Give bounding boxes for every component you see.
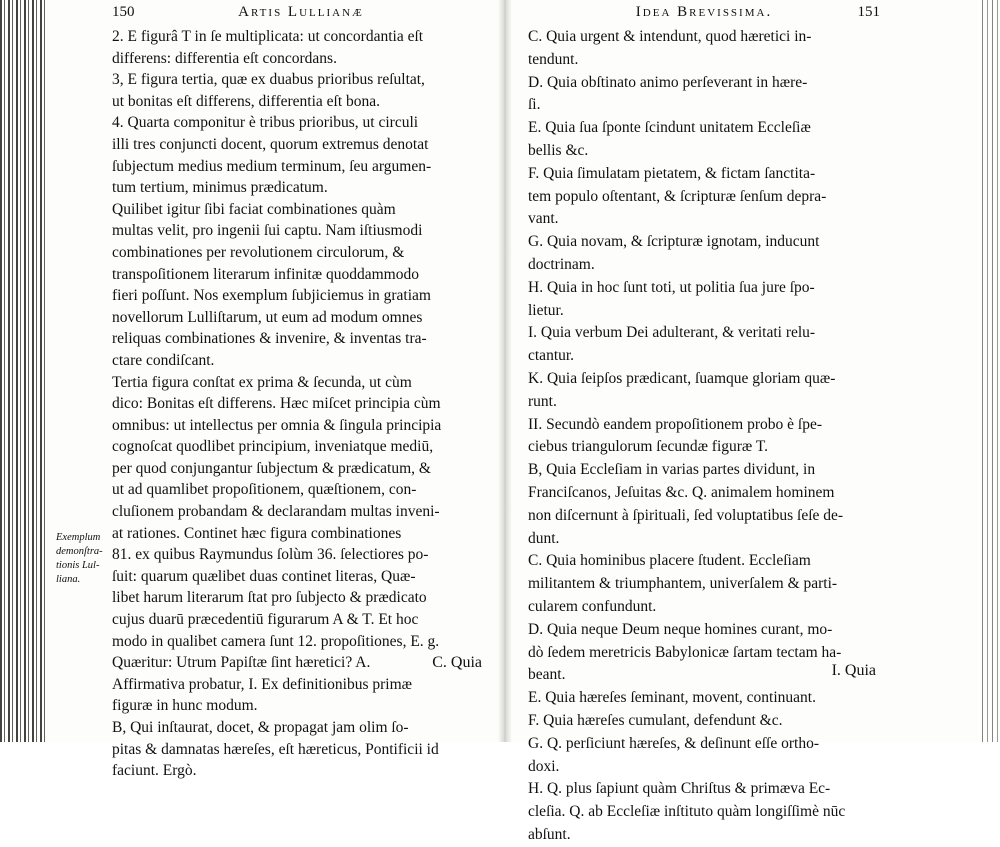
text-line: differens: differentia eſt concordans. (112, 49, 337, 67)
text-line: 2. E figurâ T in ſe multiplicata: ut concordantia eſt (112, 28, 424, 45)
running-head: Idea Brevissima. (635, 4, 773, 20)
text-line: 81. ex quibus Raymundus ſolùm 36. ſelectiores po- (112, 546, 429, 564)
text-line: vant. (528, 210, 559, 228)
text-line: combinationes per revolutionem circulorum, & (112, 243, 405, 261)
text-line: C. Quia hominibus placere ſtudent. Eccleſiam (528, 552, 811, 570)
text-line: ſi. (528, 96, 541, 114)
text-line: II. Secundò eandem propoſitionem probo è ſpe- (528, 415, 822, 433)
page-number: 150 (112, 4, 135, 20)
text-line: B, Quia Eccleſiam in varias partes dividunt, in (528, 461, 816, 479)
text-line: novellorum Lulliſtarum, ut eum ad modum omnes (112, 308, 423, 326)
text-line: K. Quia ſeipſos prædicant, ſuamque gloriam quæ- (528, 369, 836, 387)
text-line: C. Quia urgent & intendunt, quod hæretici in- (528, 28, 812, 45)
text-line: faciunt. Ergò. (112, 762, 197, 780)
text-line: G. Q. perſiciunt hæreſes, & deſinunt eſſe ortho- (528, 734, 819, 752)
text-line: transpoſitionem literarum infinitæ quoddammodo (112, 265, 419, 283)
catchword: I. Quia (831, 662, 876, 679)
margin-note-line: Exemplum (56, 532, 101, 543)
text-line: 4. Quarta componitur è tribus prioribus, ut circuli (112, 114, 419, 132)
text-line: H. Quia in hoc ſunt toti, ut politia ſua jure ſpo- (528, 278, 815, 296)
text-line: H. Q. plus ſapiunt quàm Chriſtus & primæva Ec- (528, 780, 831, 798)
text-line: ctantur. (528, 347, 575, 365)
margin-note-line: tionis Lul- (56, 560, 100, 571)
text-line: abſunt. (528, 825, 571, 843)
text-line: beant. (528, 666, 566, 684)
text-line: tum tertium, minimus prædicatum. (112, 179, 328, 197)
running-head: Artis Lullianæ (238, 4, 364, 20)
text-line: Affirmativa probatur, I. Ex definitionibus primæ (112, 675, 412, 693)
text-line: ciebus triangulorum ſecundæ figuræ T. (528, 438, 769, 456)
text-line: lietur. (528, 301, 564, 319)
text-line: Quilibet igitur ſibi faciat combinationes quàm (112, 200, 396, 218)
margin-note-line: demonſtra- (56, 546, 103, 557)
text-line: ut bonitas eſt differens, differentia eſt bona. (112, 92, 381, 110)
text-line: Franciſcanos, Jeſuitas &c. Q. animalem hominem (528, 483, 835, 501)
text-line: doxi. (528, 757, 560, 775)
left-page-header (112, 4, 490, 24)
text-line: pitas & damnatas hæreſes, eſt hæreticus, Pontificii id (112, 740, 439, 758)
text-line: Tertia figura conſtat ex prima & ſecunda, ut cùm (112, 373, 412, 391)
text-line: cognoſcat quodlibet principium, inveniatque mediū, (112, 438, 434, 456)
margin-note-line: liana. (56, 574, 81, 585)
text-line: cularem confundunt. (528, 597, 657, 615)
text-line: at rationes. Continet hæc figura combinationes (112, 524, 402, 542)
text-line: tem populo oſtentant, & ſcripturæ ſenſum depra- (528, 187, 827, 205)
text-line: 3, E figura tertia, quæ ex duabus prioribus reſultat, (112, 71, 425, 89)
text-line: figuræ in hunc modum. (112, 697, 258, 715)
margin-note (56, 531, 116, 587)
text-line: cujus duarū præcedentiū figurarum A & T. Et hoc (112, 611, 419, 629)
text-line: illi tres conjuncti docent, quorum extremus denotat (112, 135, 429, 153)
text-line: bellis &c. (528, 141, 589, 159)
text-line: multas velit, pro ingenii ſui captu. Nam iſtiusmodi (112, 222, 423, 240)
text-line: cluſionem probandam & declarandam multas inveni- (112, 503, 440, 521)
text-line: per quod conjungantur ſubjectum & prædicatum, & (112, 459, 431, 477)
page-number: 151 (857, 4, 880, 20)
text-line: fieri poſſunt. Nos exemplum ſubjiciemus in gratiam (112, 287, 431, 305)
right-page-header (528, 4, 880, 24)
text-line: dunt. (528, 529, 560, 547)
text-line: militantem & triumphantem, univerſalem & parti- (528, 575, 838, 593)
text-line: non diſcernunt à ſpirituali, ſed voluptatibus ſeſe de- (528, 506, 844, 524)
text-line: Quæritur: Utrum Papiſtæ ſint hæretici? A. (112, 654, 371, 672)
text-line: runt. (528, 392, 557, 410)
text-line: reliquas combinationes & invenire, & inventas tra- (112, 330, 427, 348)
text-line: doctrinam. (528, 255, 595, 273)
text-line: ſubjectum medius medium terminum, ſeu argumen- (112, 157, 432, 175)
text-line: omnibus: ut intellectus per omnia & ſingula principia (112, 416, 442, 434)
text-line: D. Quia neque Deum neque homines curant, mo- (528, 620, 833, 638)
text-line: dico: Bonitas eſt differens. Hæc miſcet principia cùm (112, 395, 441, 413)
text-line: tendunt. (528, 50, 579, 68)
text-line: D. Quia obſtinato animo perſeverant in hære- (528, 73, 808, 91)
right-page-edge (978, 0, 1000, 742)
text-line: ſuit: quarum quælibet duas continet literas, Quæ- (112, 567, 416, 585)
text-line: cleſia. Q. ab Eccleſiæ inſtituto quàm longiſſimè nūc (528, 803, 846, 821)
text-line: ut ad quamlibet propoſitionem, quæſtionem, con- (112, 481, 417, 499)
text-line: libet harum literarum ſtat pro ſubjecto & prædicato (112, 589, 427, 607)
catchword: C. Quia (432, 654, 482, 671)
left-page-edge (0, 0, 46, 742)
text-line: F. Quia ſimulatam pietatem, & fictam ſanctita- (528, 164, 816, 182)
book-gutter (498, 0, 512, 742)
text-line: ctare condiſcant. (112, 351, 215, 369)
text-line: E. Quia ſua ſponte ſcindunt unitatem Eccleſiæ (528, 119, 811, 137)
text-line: E. Quia hæreſes ſeminant, movent, continuant. (528, 689, 816, 707)
text-line: G. Quia novam, & ſcripturæ ignotam, inducunt (528, 233, 820, 251)
text-line: modo in qualibet camera ſunt 12. propoſitiones, E. g. (112, 632, 440, 650)
text-line: F. Quia hæreſes cumulant, defendunt &c. (528, 711, 783, 729)
text-line: B, Qui inſtaurat, docet, & propagat jam olim ſo- (112, 719, 409, 736)
text-line: I. Quia verbum Dei adulterant, & veritati relu- (528, 324, 816, 342)
right-page-text (528, 26, 880, 847)
text-line: dò ſedem meretricis Babylonicæ ſartam tectam ha- (528, 643, 842, 661)
